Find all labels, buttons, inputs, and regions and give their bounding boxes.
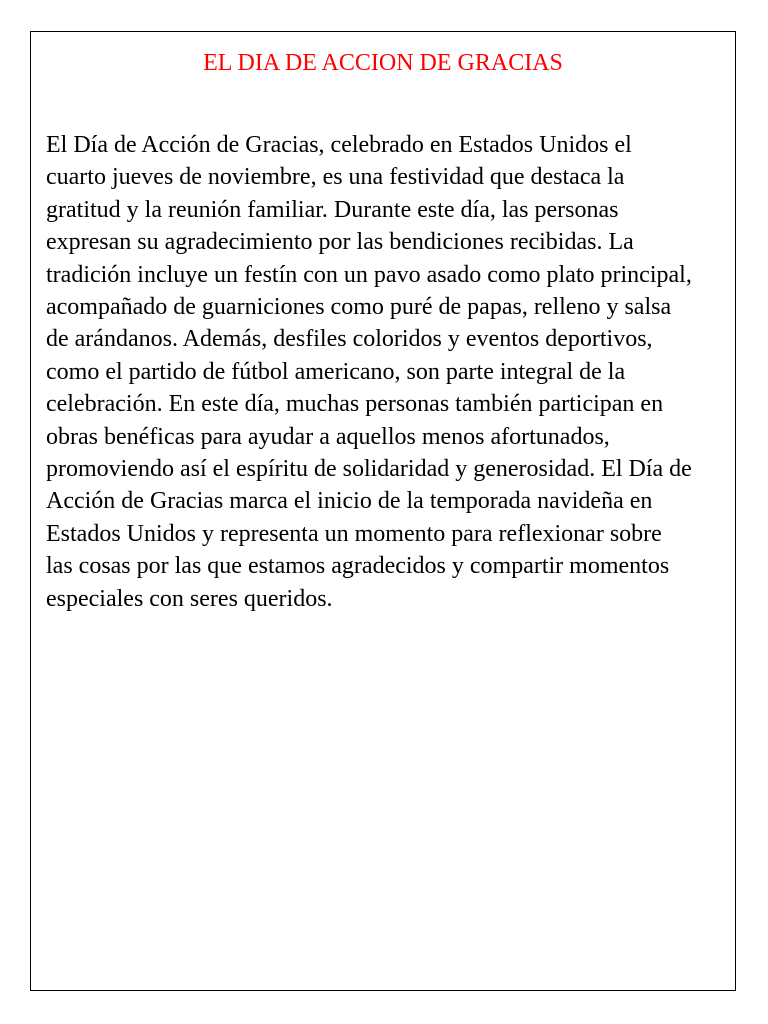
body-line: El Día de Acción de Gracias, celebrado en Estados Unidos el bbox=[46, 132, 632, 158]
body-line: como el partido de fútbol americano, son parte integral de la bbox=[46, 358, 626, 385]
body-line: cuarto jueves de noviembre, es una festividad que destaca la bbox=[46, 164, 625, 191]
document-title: EL DIA DE ACCION DE GRACIAS bbox=[203, 50, 563, 76]
body-line: especiales con seres queridos. bbox=[46, 585, 333, 612]
document-page bbox=[30, 31, 736, 991]
body-line: gratitud y la reunión familiar. Durante este día, las personas bbox=[46, 196, 619, 223]
body-line: obras benéficas para ayudar a aquellos menos afortunados, bbox=[46, 423, 610, 450]
body-line: tradición incluye un festín con un pavo asado como plato principal, bbox=[46, 261, 692, 288]
body-line: promoviendo así el espíritu de solidaridad y generosidad. El Día de bbox=[46, 456, 692, 483]
body-line: celebración. En este día, muchas personas también participan en bbox=[46, 391, 664, 418]
body-line: expresan su agradecimiento por las bendiciones recibidas. La bbox=[46, 229, 634, 256]
body-line: acompañado de guarniciones como puré de papas, relleno y salsa bbox=[46, 294, 672, 321]
body-line: de arándanos. Además, desfiles coloridos y eventos deportivos, bbox=[46, 326, 653, 353]
body-line: las cosas por las que estamos agradecidos y compartir momentos bbox=[46, 553, 670, 580]
body-line: Estados Unidos y representa un momento para reflexionar sobre bbox=[46, 520, 662, 547]
document-body bbox=[46, 129, 726, 615]
body-line: Acción de Gracias marca el inicio de la temporada navideña en bbox=[46, 488, 653, 515]
